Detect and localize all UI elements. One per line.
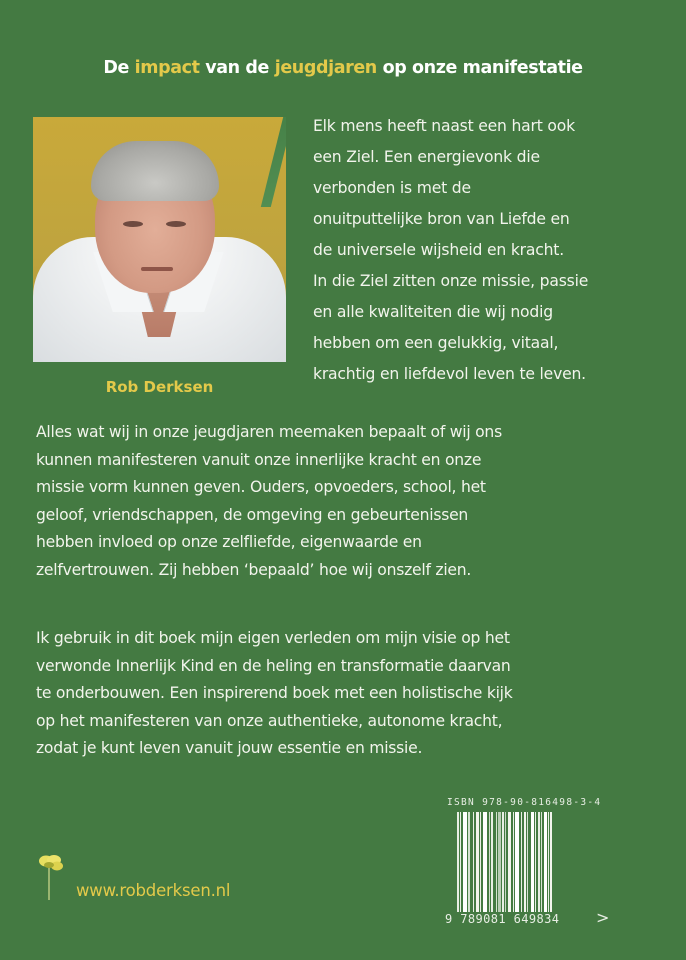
intro-line: Elk mens heeft naast een hart ook bbox=[313, 117, 575, 135]
intro-line: verbonden is met de bbox=[313, 179, 471, 197]
barcode-arrow-icon: > bbox=[596, 908, 610, 927]
paragraph-youth bbox=[36, 419, 676, 584]
intro-line: hebben om een gelukkig, vitaal, bbox=[313, 334, 559, 352]
paragraph-line: te onderbouwen. Een inspirerend boek met een holistische kijk bbox=[36, 684, 513, 702]
paragraph-line: geloof, vriendschappen, de omgeving en gebeurtenissen bbox=[36, 505, 469, 524]
photo-eye-left bbox=[123, 221, 143, 227]
cover-title bbox=[0, 58, 686, 78]
paragraph-line: kunnen manifesteren vanuit onze innerlijke kracht en onze bbox=[36, 450, 482, 469]
author-photo bbox=[33, 117, 286, 362]
intro-text bbox=[313, 111, 663, 390]
title-part-2: van de bbox=[199, 58, 275, 78]
photo-eye-right bbox=[166, 221, 186, 227]
flower-icon bbox=[36, 852, 66, 902]
intro-line: In die Ziel zitten onze missie, passie bbox=[313, 272, 589, 290]
photo-background-detail bbox=[261, 117, 286, 207]
author-caption: Rob Derksen bbox=[105, 378, 214, 396]
title-part-3: op onze manifestatie bbox=[376, 58, 583, 78]
paragraph-line: hebben invloed op onze zelfliefde, eigenwaarde en bbox=[36, 533, 422, 551]
paragraph-line: missie vorm kunnen geven. Ouders, opvoeders, school, het bbox=[36, 478, 486, 496]
paragraph-line: Alles wat wij in onze jeugdjaren meemaken bepaalt of wij ons bbox=[36, 423, 502, 441]
paragraph-line: Ik gebruik in dit boek mijn eigen verleden om mijn visie op het bbox=[36, 629, 510, 647]
website-link[interactable]: www.robderksen.nl bbox=[76, 881, 231, 900]
intro-line: onuitputtelijke bron van Liefde en bbox=[313, 210, 570, 228]
barcode-digits: 9 789081 649834 bbox=[445, 912, 560, 926]
intro-line: krachtig en liefdevol leven te leven. bbox=[313, 365, 586, 383]
paragraph-line: verwonde Innerlijk Kind en de heling en transformatie daarvan bbox=[36, 656, 511, 675]
title-part-1: De bbox=[103, 58, 135, 78]
photo-hair bbox=[91, 141, 219, 201]
paragraph-line: op het manifesteren van onze authentieke, autonome kracht, bbox=[36, 711, 503, 730]
isbn-label: ISBN 978-90-816498-3-4 bbox=[447, 797, 602, 808]
intro-line: en alle kwaliteiten die wij nodig bbox=[313, 303, 553, 321]
title-accent-impact: impact bbox=[134, 58, 200, 78]
paragraph-line: zodat je kunt leven vanuit jouw essentie en missie. bbox=[36, 739, 423, 757]
intro-line: de universele wijsheid en kracht. bbox=[313, 241, 564, 259]
photo-mouth bbox=[141, 267, 173, 271]
title-accent-jeugdjaren: jeugdjaren bbox=[274, 58, 377, 78]
intro-line: een Ziel. Een energievonk die bbox=[313, 148, 540, 166]
barcode-icon bbox=[457, 812, 567, 920]
paragraph-line: zelfvertrouwen. Zij hebben ‘bepaald’ hoe wij onszelf zien. bbox=[36, 560, 472, 579]
paragraph-book bbox=[36, 625, 676, 763]
